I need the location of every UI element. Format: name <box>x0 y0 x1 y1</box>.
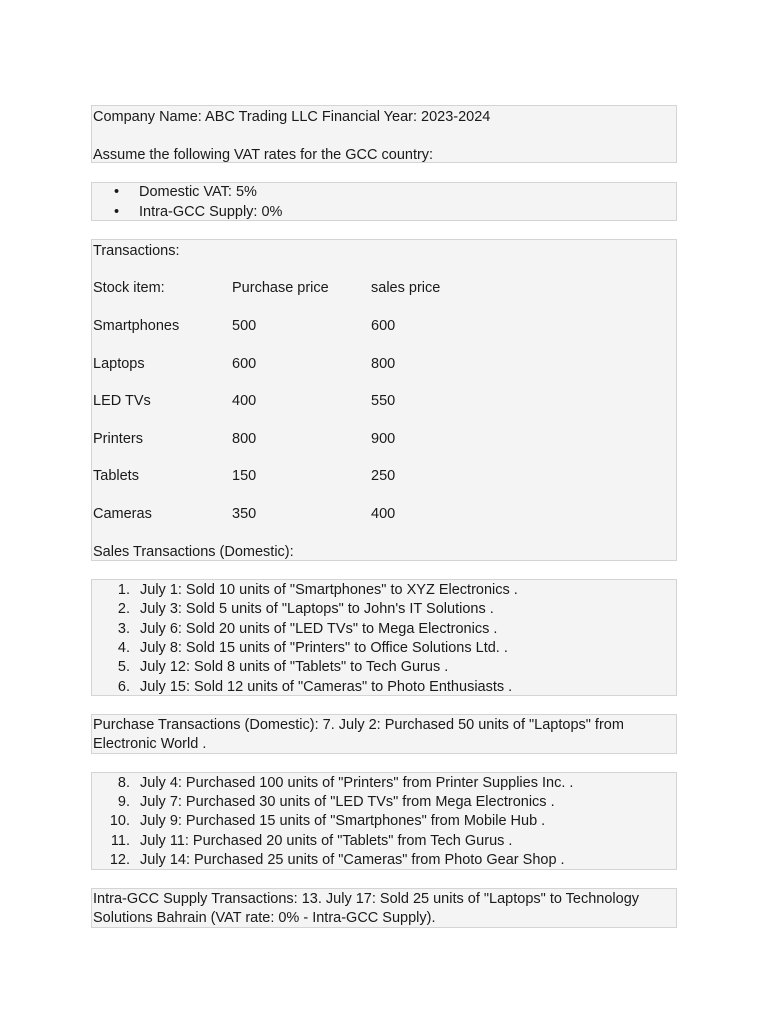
list-number: 5. <box>117 659 130 675</box>
column-header-sales-price: sales price <box>371 280 441 296</box>
sales-price-cell: 550 <box>371 393 396 409</box>
purchases-list <box>91 772 677 870</box>
column-header-purchase-price: Purchase price <box>232 280 329 296</box>
purchase-price-cell: 350 <box>232 506 257 522</box>
sales-heading: Sales Transactions (Domestic): <box>93 544 294 560</box>
list-number: 10. <box>109 813 130 829</box>
vat-intro: Assume the following VAT rates for the GCC country: <box>93 147 434 163</box>
list-number: 12. <box>109 852 130 868</box>
purchase-intro-box <box>91 714 677 754</box>
list-number: 8. <box>117 775 130 791</box>
sale-entry: July 12: Sold 8 units of "Tablets" to Tech Gurus . <box>140 659 449 675</box>
purchase-price-cell: 500 <box>232 318 257 334</box>
purchase-entry: July 14: Purchased 25 units of "Cameras" from Photo Gear Shop . <box>140 852 565 868</box>
list-number: 4. <box>117 640 130 656</box>
stock-item-cell: LED TVs <box>93 393 151 409</box>
sales-price-cell: 800 <box>371 356 396 372</box>
bullet-icon: • <box>114 204 120 220</box>
purchase-intro-line1: Purchase Transactions (Domestic): 7. July 2: Purchased 50 units of "Laptops" from <box>93 717 624 733</box>
list-number: 2. <box>117 601 130 617</box>
sale-entry: July 15: Sold 12 units of "Cameras" to Photo Enthusiasts . <box>140 679 513 695</box>
bullet-icon: • <box>114 184 120 200</box>
intra-gcc-box <box>91 888 677 928</box>
purchase-entry: July 4: Purchased 100 units of "Printers" from Printer Supplies Inc. . <box>140 775 574 791</box>
vat-rate-intra-gcc: Intra-GCC Supply: 0% <box>139 204 283 220</box>
intra-gcc-line2: Solutions Bahrain (VAT rate: 0% - Intra-GCC Supply). <box>93 910 436 926</box>
stock-item-cell: Smartphones <box>93 318 180 334</box>
list-number: 3. <box>117 621 130 637</box>
purchase-entry: July 11: Purchased 20 units of "Tablets" from Tech Gurus . <box>140 833 513 849</box>
sale-entry: July 8: Sold 15 units of "Printers" to Office Solutions Ltd. . <box>140 640 508 656</box>
company-line: Company Name: ABC Trading LLC Financial Year: 2023-2024 <box>93 109 491 125</box>
vat-rate-domestic: Domestic VAT: 5% <box>139 184 257 200</box>
column-header-stock-item: Stock item: <box>93 280 165 296</box>
company-info-box <box>91 105 677 163</box>
stock-item-cell: Printers <box>93 431 143 447</box>
purchase-price-cell: 800 <box>232 431 257 447</box>
sales-price-cell: 400 <box>371 506 396 522</box>
purchase-price-cell: 150 <box>232 468 257 484</box>
intra-gcc-line1: Intra-GCC Supply Transactions: 13. July 17: Sold 25 units of "Laptops" to Technology <box>93 891 640 907</box>
stock-item-cell: Cameras <box>93 506 152 522</box>
stock-item-cell: Tablets <box>93 468 139 484</box>
purchase-entry: July 7: Purchased 30 units of "LED TVs" from Mega Electronics . <box>140 794 555 810</box>
sales-list <box>91 579 677 696</box>
sales-price-cell: 900 <box>371 431 396 447</box>
list-number: 6. <box>117 679 130 695</box>
transactions-title: Transactions: <box>93 243 180 259</box>
sales-price-cell: 600 <box>371 318 396 334</box>
purchase-price-cell: 400 <box>232 393 257 409</box>
sale-entry: July 3: Sold 5 units of "Laptops" to John's IT Solutions . <box>140 601 494 617</box>
transactions-table <box>91 239 677 561</box>
purchase-intro-line2: Electronic World . <box>93 736 207 752</box>
purchase-entry: July 9: Purchased 15 units of "Smartphones" from Mobile Hub . <box>140 813 546 829</box>
list-number: 1. <box>117 582 130 598</box>
list-number: 11. <box>110 833 130 849</box>
purchase-price-cell: 600 <box>232 356 257 372</box>
sale-entry: July 6: Sold 20 units of "LED TVs" to Mega Electronics . <box>140 621 498 637</box>
sales-price-cell: 250 <box>371 468 396 484</box>
vat-rates-list <box>91 182 677 221</box>
sale-entry: July 1: Sold 10 units of "Smartphones" to XYZ Electronics . <box>140 582 518 598</box>
stock-item-cell: Laptops <box>93 356 145 372</box>
list-number: 9. <box>117 794 130 810</box>
